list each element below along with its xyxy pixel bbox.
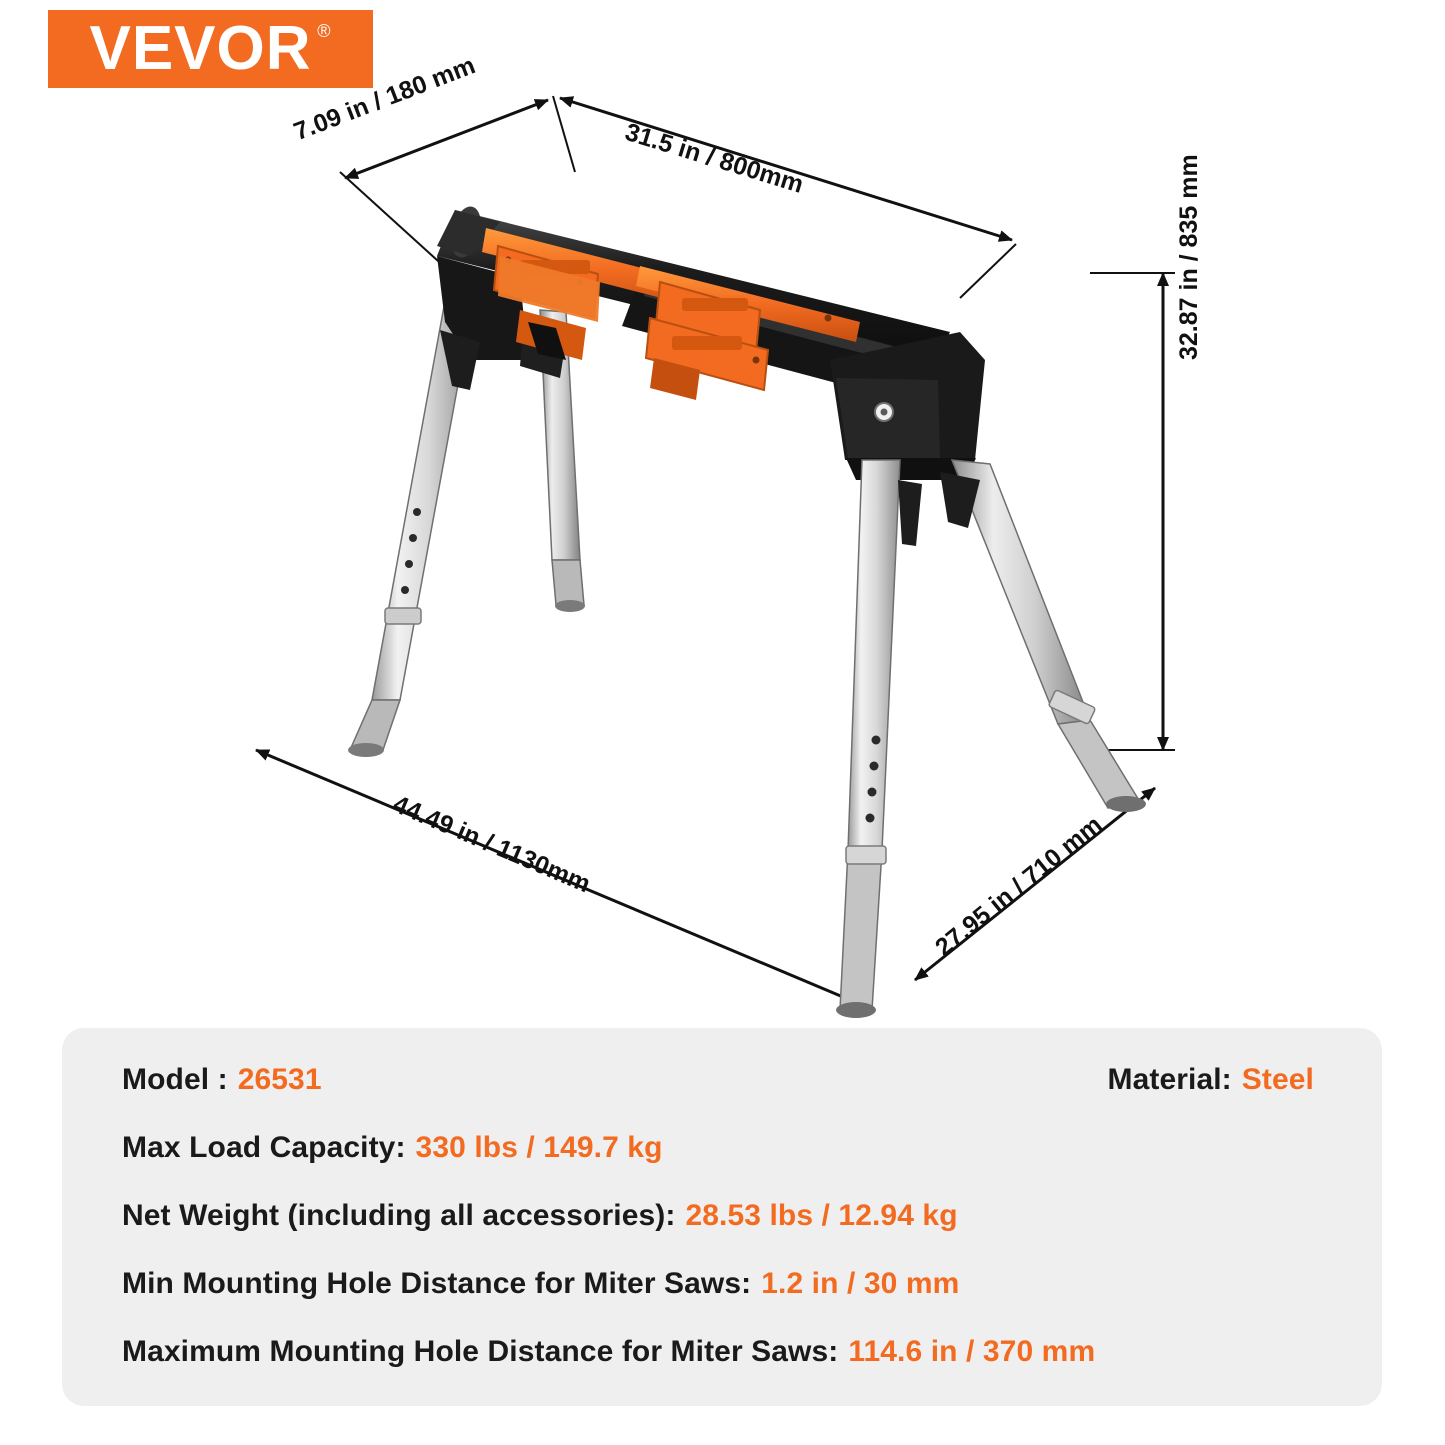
spec-model xyxy=(122,1063,322,1097)
spec-max-load-label: Max Load Capacity: xyxy=(122,1131,406,1164)
spec-max-hole-label: Maximum Mounting Hole Distance for Miter Saws: xyxy=(122,1335,839,1368)
spec-material-label: Material: xyxy=(1107,1063,1232,1096)
spec-max-hole-value: 114.6 in / 370 mm xyxy=(848,1335,1096,1368)
leg-front-center xyxy=(836,460,900,1018)
spec-row-model-material xyxy=(122,1046,1342,1114)
spec-row-max-load xyxy=(122,1114,1342,1182)
spec-row-max-hole-distance xyxy=(122,1318,1342,1386)
dimension-label-depth-bottom: 27.95 in / 710 mm xyxy=(930,810,1108,962)
product-diagram xyxy=(0,51,1445,1020)
spec-row-net-weight xyxy=(122,1182,1342,1250)
dimension-label-width-top: 31.5 in / 800mm xyxy=(621,118,807,199)
spec-min-hole-label: Min Mounting Hole Distance for Miter Saws: xyxy=(122,1267,752,1300)
spec-min-hole-value: 1.2 in / 30 mm xyxy=(761,1267,960,1300)
spec-model-value: 26531 xyxy=(237,1063,322,1096)
spec-row-min-hole-distance xyxy=(122,1250,1342,1318)
spec-net-weight-value: 28.53 lbs / 12.94 kg xyxy=(685,1199,958,1232)
spec-net-weight-label: Net Weight (including all accessories): xyxy=(122,1199,676,1232)
registered-mark-icon: ® xyxy=(317,21,332,41)
spec-material-value: Steel xyxy=(1241,1063,1314,1096)
dimension-line-height-right xyxy=(1090,273,1175,750)
leg-front-right xyxy=(952,460,1146,812)
spec-max-load-value: 330 lbs / 149.7 kg xyxy=(415,1131,663,1164)
dimension-label-height-right: 32.87 in / 835 mm xyxy=(1175,154,1203,360)
spec-model-label: Model : xyxy=(122,1063,228,1096)
dimension-label-depth-top: 7.09 in / 180 mm xyxy=(290,51,480,147)
specifications-panel xyxy=(62,1028,1382,1406)
spec-material xyxy=(1108,1063,1343,1097)
dimension-label-span-bottom: 44.49 in / 1130mm xyxy=(389,790,595,899)
brand-name: VEVOR xyxy=(89,14,312,83)
product-diagram-svg xyxy=(0,60,1445,1020)
